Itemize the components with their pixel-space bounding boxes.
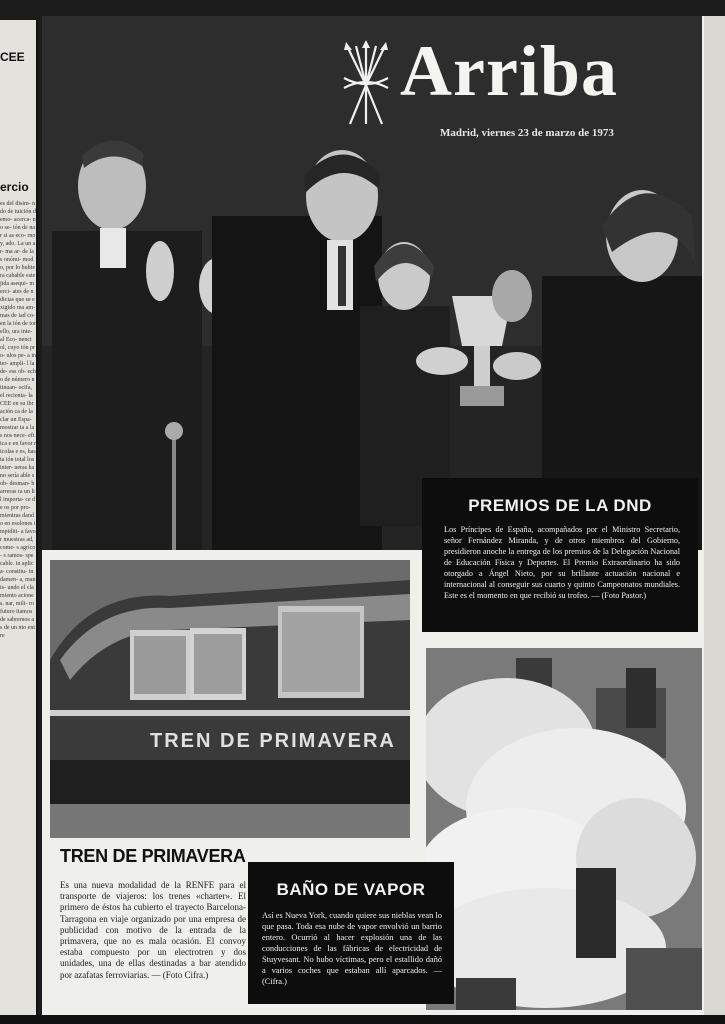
page-edge-right [704, 16, 725, 1016]
masthead-dateline: Madrid, viernes 23 de marzo de 1973 [440, 127, 614, 139]
steam-cloud-illustration [426, 648, 702, 1010]
premios-headline: PREMIOS DE LA DND [468, 496, 652, 515]
premios-caption-text: Los Príncipes de España, acompañados por el Ministro Secretario, señor Fernández Miranda, y de otros miembros del Gobierno, presidieron anoche la entrega de los premios de la Delegación Nacional de Educación Física y Deportes. El Premio Extraordinario ha sido otorgado a Ángel Nieto, por su brillante actuación nacional e internacional al conseguir sus cuarto y quinto Campeonatos mundiales. Este es el momento en que recibió su trofeo. — (Foto Pastor.) [444, 525, 680, 600]
vapor-caption-box [248, 862, 454, 1004]
adjacent-heading-top: CEE [0, 50, 25, 64]
adjacent-text-fragment: es del disim- ndo de tuición demo- acerca- no se- ión de nar si as eco- rno y, ado. La un ar- ma ar- de las onómi- modo, por lo hubiera cabable estejida asequi- merci- ates de ndicias que se exigido ma am- mas de iad co- en la ión de tor ello, ura inte- al Eco- nenci ol, cuyo ión pro- ulos pe- a inter- ampli- l la de- ess ob- echo de número ntinuan- ocifa, el recienta- la CEE en su ibración ca de la clar un Espa- mostrar ta a las nos nece- eftica e en favor ricolas e es, hasta ión total los inter- ueras ha no sería able sob- desman- barreras ra un lil importa- ce de os por pro- mientras dando en esolones impiditi- a favor muestras ad, come- s agríco- s ramos- specable. in aplica- constitu- indamen- a, manis- undo el clamiento aciones. nar, mili- ro futuro iiamos de sabremos as de un nto entre [0, 201, 36, 639]
tren-caption-text: Es una nueva modalidad de la RENFE para el transporte de viajeros: los trenes «charter». El primero de éstos ha cubierto el trayecto Barcelona-Tarragona en viaje organizado por una empresa de publicidad con motivo de la entrada de la primavera, que no es mala ocasión. El convoy estaba compuesto por un electrotren y dos unidades, una de ellas destinadas a bar atendido por azafatas ferroviarias. — (Foto Cifra.) [60, 880, 246, 980]
train-illustration [50, 560, 410, 838]
train-side-lettering: TREN DE PRIMAVERA [150, 730, 396, 752]
spring-train-photo [50, 560, 410, 838]
vapor-headline: BAÑO DE VAPOR [276, 880, 426, 899]
premios-caption-box [422, 478, 698, 632]
adjacent-page-strip [0, 20, 38, 1015]
adjacent-heading-mid: ercio [0, 180, 29, 194]
tren-headline: TREN DE PRIMAVERA [60, 846, 246, 866]
steam-cloud-photo [426, 648, 702, 1010]
vapor-caption-text: Así es Nueva York, cuando quiere sus nieblas vean lo que pasa. Toda esa nube de vapor envolvió un barrio entero. Ocurrió al hacer explosión una de las conducciones de las fábricas de electricidad de Stuyvesant. No hubo víctimas, pero el estallido dañó a varios coches que estaban allí aparcados. — (Cifra.) [262, 911, 442, 986]
yoke-and-arrows-emblem [338, 40, 394, 130]
masthead-title: Arriba [400, 31, 618, 111]
page-edge-bottom [0, 1015, 725, 1024]
